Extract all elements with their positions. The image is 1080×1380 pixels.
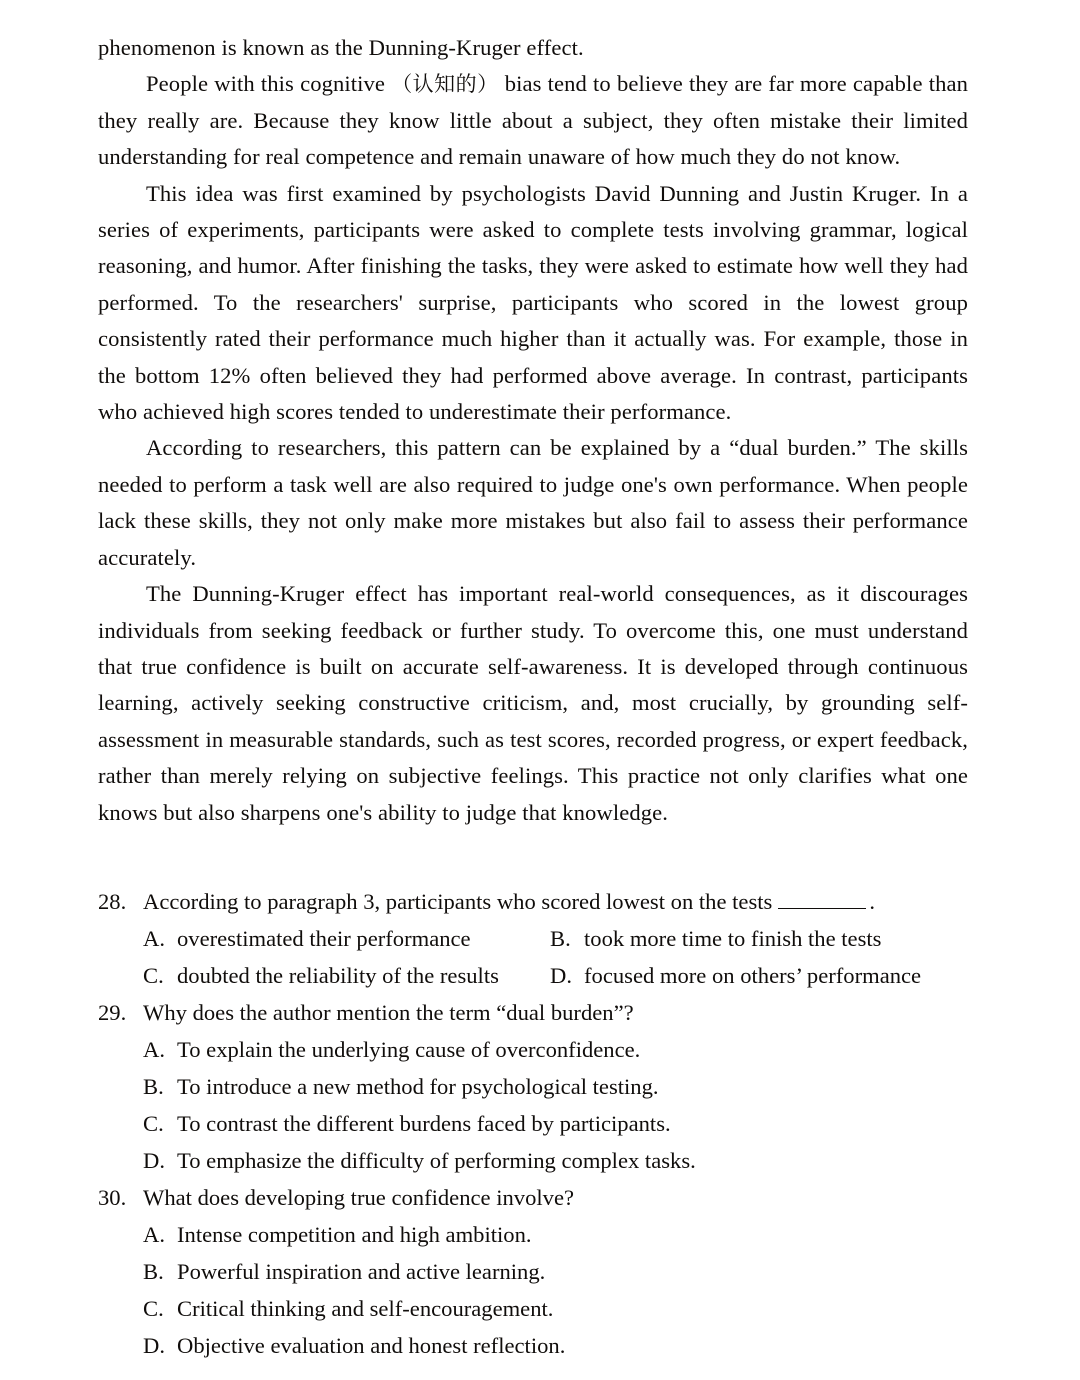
option-letter: A. <box>143 925 165 951</box>
option-letter: D. <box>143 1147 165 1173</box>
option-text: To contrast the different burdens faced by participants. <box>177 1110 671 1136</box>
option-text: To emphasize the difficulty of performing complex tasks. <box>177 1147 696 1173</box>
question-30-options <box>98 1216 968 1364</box>
option-letter: A. <box>143 1036 165 1062</box>
option-letter: C. <box>143 962 164 988</box>
option-text: Objective evaluation and honest reflection. <box>177 1332 566 1358</box>
passage-paragraph-3: This idea was first examined by psychologists David Dunning and Justin Kruger. In a series of experiments, participants were asked to complete tests involving grammar, logical reasoning, and humor. After finishing the tasks, they were asked to estimate how well they had performed. To the researchers' surprise, participants who scored in the lowest group consistently rated their performance much higher than it actually was. For example, those in the bottom 12% often believed they had performed above average. In contrast, participants who achieved high scores tended to underestimate their performance. <box>98 180 968 425</box>
question-28-text <box>143 883 968 920</box>
option-30-D[interactable] <box>143 1327 968 1364</box>
option-letter: D. <box>550 962 572 988</box>
option-28-D[interactable] <box>550 957 968 994</box>
question-30-number: 30. <box>98 1184 127 1210</box>
option-29-D[interactable] <box>143 1142 968 1179</box>
question-30-text: What does developing true confidence involve? <box>143 1184 575 1210</box>
question-29-text: Why does the author mention the term “dual burden”? <box>143 999 634 1025</box>
passage-paragraph-2 <box>98 66 968 175</box>
option-text: Powerful inspiration and active learning. <box>177 1258 546 1284</box>
option-30-C[interactable] <box>143 1290 968 1327</box>
option-letter: A. <box>143 1221 165 1247</box>
option-28-C[interactable] <box>143 957 550 994</box>
option-letter: B. <box>143 1073 164 1099</box>
option-letter: B. <box>550 925 571 951</box>
reading-passage <box>98 30 968 831</box>
question-29-options <box>98 1031 968 1179</box>
question-29-stem <box>98 994 968 1031</box>
paragraph-2-text-before-gloss: People with this cognitive <box>146 71 392 97</box>
chinese-gloss-cognitive: （认知的） <box>391 72 499 97</box>
paragraph-2-text-after-gloss: bias tend to believe they are far more capable than they really are. Because they know little about a subject, they often mistake their limited understanding for real competence and remain unaware of how much they do not know. <box>98 71 968 170</box>
option-30-A[interactable] <box>143 1216 968 1253</box>
option-letter: B. <box>143 1258 164 1284</box>
option-29-A[interactable] <box>143 1031 968 1068</box>
passage-paragraph-4: According to researchers, this pattern can be explained by a “dual burden.” The skills needed to perform a task well are also required to judge one's own performance. When people lack these skills, they not only make more mistakes but also fail to assess their performance accurately. <box>98 435 968 570</box>
option-30-B[interactable] <box>143 1253 968 1290</box>
option-text: focused more on others’ performance <box>584 962 922 988</box>
question-29-number: 29. <box>98 999 127 1025</box>
questions-section <box>98 883 968 1364</box>
option-letter: D. <box>143 1332 165 1358</box>
option-text: To introduce a new method for psychological testing. <box>177 1073 659 1099</box>
passage-paragraph-5: The Dunning-Kruger effect has important real-world consequences, as it discourages individuals from seeking feedback or further study. To overcome this, one must understand that true confidence is built on accurate self-awareness. It is developed through continuous learning, actively seeking constructive criticism, and, most crucially, by grounding self-assessment in measurable standards, such as test scores, recorded progress, or expert feedback, rather than merely relying on subjective feelings. This practice not only clarifies what one knows but also sharpens one's ability to judge that knowledge. <box>98 581 968 825</box>
question-28-stem-text: According to paragraph 3, participants who scored lowest on the tests <box>143 888 773 914</box>
option-28-A[interactable] <box>143 920 550 957</box>
option-text: overestimated their performance <box>177 925 471 951</box>
option-text: Intense competition and high ambition. <box>177 1221 532 1247</box>
question-28-stem-tail: . <box>869 888 875 914</box>
option-28-B[interactable] <box>550 920 968 957</box>
option-29-C[interactable] <box>143 1105 968 1142</box>
option-text: To explain the underlying cause of overconfidence. <box>177 1036 641 1062</box>
option-letter: C. <box>143 1295 164 1321</box>
passage-paragraph-1: phenomenon is known as the Dunning-Kruger effect. <box>98 35 584 60</box>
option-text: took more time to finish the tests <box>584 925 882 951</box>
option-letter: C. <box>143 1110 164 1136</box>
question-28-options <box>98 920 968 994</box>
question-28 <box>98 883 968 994</box>
option-text: Critical thinking and self-encouragement. <box>177 1295 554 1321</box>
option-29-B[interactable] <box>143 1068 968 1105</box>
option-text: doubted the reliability of the results <box>177 962 499 988</box>
question-28-number: 28. <box>98 888 127 914</box>
question-30-stem <box>98 1179 968 1216</box>
question-28-stem <box>98 883 968 920</box>
question-30 <box>98 1179 968 1364</box>
question-29 <box>98 994 968 1179</box>
answer-blank[interactable] <box>778 889 866 909</box>
